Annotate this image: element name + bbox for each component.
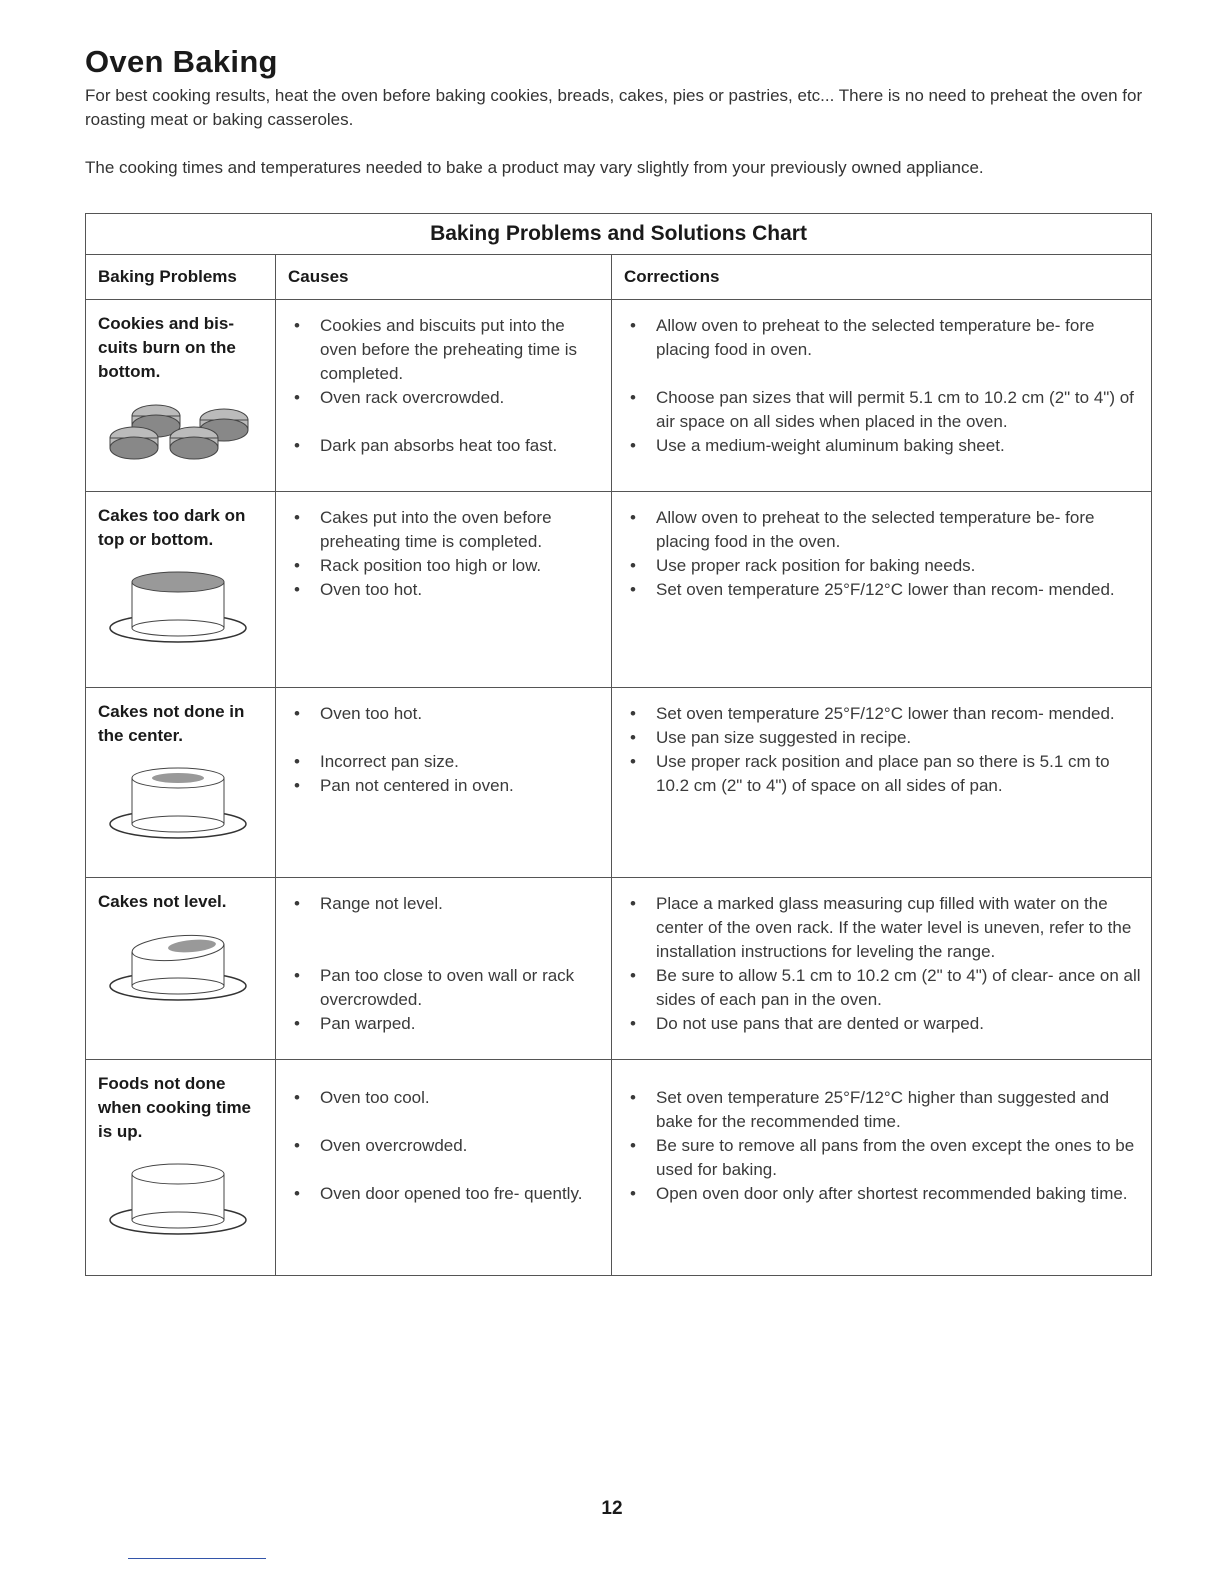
correction-item: • Use proper rack position and place pan so there is 5.1 cm to 10.2 cm (2" to 4") of space on all sides of pan. <box>628 750 1143 798</box>
problem-cell <box>86 878 276 1060</box>
causes-cell <box>276 300 612 492</box>
correction-item: • Use pan size suggested in recipe. <box>628 726 1143 750</box>
causes-cell <box>276 492 612 688</box>
corrections-cell <box>612 1060 1152 1276</box>
table-row <box>86 492 1152 688</box>
cause-item: • Pan warped. <box>292 1012 603 1036</box>
table-row <box>86 878 1152 1060</box>
cause-item: • Incorrect pan size. <box>292 750 603 774</box>
problem-title: Cakes not level. <box>98 892 227 911</box>
intro-paragraph-2: The cooking times and temperatures needed to bake a product may vary slightly from your previously owned appliance. <box>85 158 984 177</box>
causes-cell <box>276 878 612 1060</box>
corrections-cell <box>612 300 1152 492</box>
causes-cell <box>276 1060 612 1276</box>
cause-item: • Pan not centered in oven. <box>292 774 603 798</box>
corrections-cell <box>612 492 1152 688</box>
header-corrections: Corrections <box>612 255 1152 300</box>
problem-title: Cakes too dark on top or bottom. <box>98 506 246 549</box>
chart-title: Baking Problems and Solutions Chart <box>86 214 1152 255</box>
cause-item: • Oven too hot. <box>292 702 603 726</box>
intro-paragraph: For best cooking results, heat the oven before baking cookies, breads, cakes, pies or pastries, etc... There is no need to preheat the oven for roasting meat or baking casseroles. <box>85 86 1143 129</box>
correction-item: • Set oven temperature 25°F/12°C lower than recom- mended. <box>628 578 1143 602</box>
table-row <box>86 1060 1152 1276</box>
correction-item: • Be sure to allow 5.1 cm to 10.2 cm (2" to 4") of clear- ance on all sides of each pan in the oven. <box>628 964 1143 1012</box>
cake-illustration <box>98 562 258 648</box>
cause-item: • Oven too hot. <box>292 578 603 602</box>
problem-cell <box>86 492 276 688</box>
correction-item: • Open oven door only after shortest recommended baking time. <box>628 1182 1143 1206</box>
correction-item: • Set oven temperature 25°F/12°C higher than suggested and bake for the recommended time. <box>628 1086 1143 1134</box>
correction-item: • Choose pan sizes that will permit 5.1 cm to 10.2 cm (2" to 4") of air space on all sides when placed in the oven. <box>628 386 1143 434</box>
correction-item: • Set oven temperature 25°F/12°C lower than recom- mended. <box>628 702 1143 726</box>
correction-item: • Do not use pans that are dented or warped. <box>628 1012 1143 1036</box>
corrections-cell <box>612 688 1152 878</box>
cake-illustration <box>98 758 258 844</box>
cake-illustration <box>98 1154 258 1240</box>
page-title: Oven Baking <box>85 44 278 79</box>
problem-cell <box>86 688 276 878</box>
page-number: 12 <box>601 1498 623 1519</box>
cause-item: • Oven overcrowded. <box>292 1134 603 1158</box>
correction-item: • Allow oven to preheat to the selected temperature be- fore placing food in the oven. <box>628 506 1143 554</box>
problem-title: Cakes not done in the center. <box>98 702 245 745</box>
footer-rule <box>128 1558 266 1559</box>
correction-item: • Use proper rack position for baking needs. <box>628 554 1143 578</box>
correction-item: • Place a marked glass measuring cup filled with water on the center of the oven rack. If the water level is uneven, refer to the installation instructions for leveling the range. <box>628 892 1143 964</box>
baking-problems-chart <box>85 213 1152 1276</box>
correction-item: • Use a medium-weight aluminum baking sheet. <box>628 434 1143 458</box>
tilted-cake-illustration <box>98 924 258 1010</box>
cause-item: • Oven door opened too fre- quently. <box>292 1182 603 1206</box>
cause-item: • Pan too close to oven wall or rack overcrowded. <box>292 964 603 1012</box>
problem-cell <box>86 300 276 492</box>
causes-cell <box>276 688 612 878</box>
cookies-illustration <box>98 394 258 466</box>
problem-title: Cookies and bis- cuits burn on the bottom. <box>98 314 236 381</box>
cause-item: • Dark pan absorbs heat too fast. <box>292 434 603 458</box>
correction-item: • Be sure to remove all pans from the oven except the ones to be used for baking. <box>628 1134 1143 1182</box>
cause-item: • Cookies and biscuits put into the oven before the preheating time is completed. <box>292 314 603 386</box>
cause-item: • Cakes put into the oven before preheating time is completed. <box>292 506 603 554</box>
cause-item: • Oven too cool. <box>292 1086 603 1110</box>
header-causes: Causes <box>276 255 612 300</box>
cause-item: • Range not level. <box>292 892 603 916</box>
problem-cell <box>86 1060 276 1276</box>
problem-title: Foods not done when cooking time is up. <box>98 1074 252 1141</box>
correction-item: • Allow oven to preheat to the selected temperature be- fore placing food in oven. <box>628 314 1143 362</box>
corrections-cell <box>612 878 1152 1060</box>
table-row <box>86 300 1152 492</box>
cause-item: • Oven rack overcrowded. <box>292 386 603 410</box>
table-row <box>86 688 1152 878</box>
cause-item: • Rack position too high or low. <box>292 554 603 578</box>
header-baking-problems: Baking Problems <box>86 255 276 300</box>
